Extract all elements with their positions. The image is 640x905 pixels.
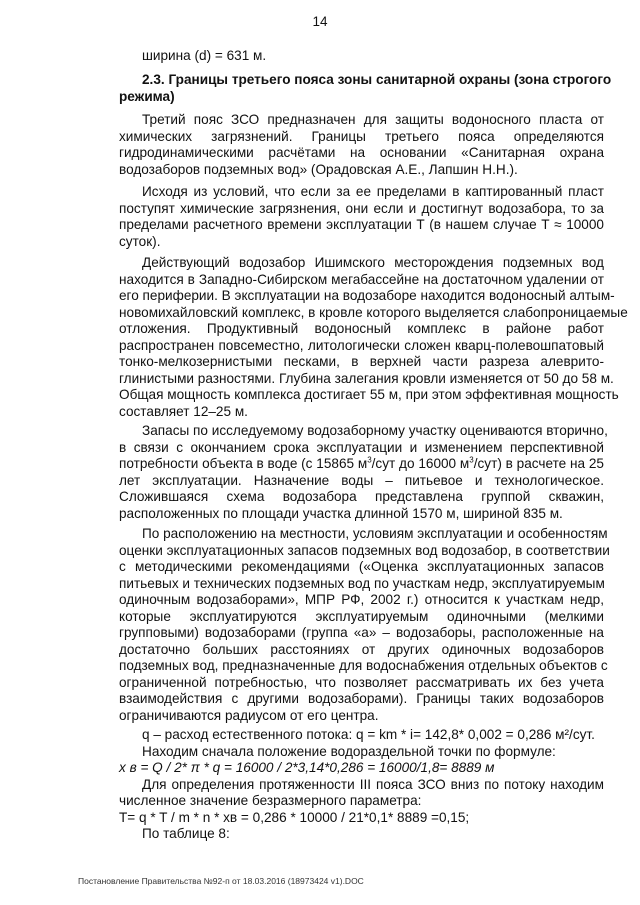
find-watershed-line: Находим сначала положение водораздельной точки по формуле: bbox=[142, 743, 556, 759]
paragraph-1: Третий пояс ЗСО предназначен для защиты водоносного пласта от химических загрязнений. Границы третьего пояса определяются гидродинамическими расчётами на основании «Санитарная охрана водозаборов подземных вод» (Орадовская А.Е., Лапшин Н.Н.). bbox=[119, 112, 604, 177]
calculation-block bbox=[119, 727, 604, 843]
paragraph-5: По расположению на местности, условиям эксплуатации и особенностям оценки эксплуатационных запасов подземных вод водозабор, в соответствии с методическими рекомендациями («Оценка эксплуатационных запасов питьевых и технических подземных вод по участкам недр, эксплуатируемым одиночным водозаборами», МПР РФ, 2002 г.) относится к участкам недр, которые эксплуатируются эксплуатируемым одиночными (мелкими групповыми) водозаборами (группа «а» – водозаборы, расположенные на достаточно больших расстояниях от других одиночных водозаборов подземных вод, предназначенные для водоснабжения отдельных объектов с ограниченной потребностью, что позволяет рассматривать их без учета взаимодействия с другими водозаборами). Границы таких водозаборов ограничиваются радиусом от его центра. bbox=[119, 526, 610, 723]
paragraph-3: Действующий водозабор Ишимского месторождения подземных вод находится в Западно-Сибирском мегабассейне на достаточном удалении от его периферии. В эксплуатации на водозаборе находится водоносный алтым- новомихайловский комплекс, в кровле которого выделяется слабопроницаемые отложения. Продуктивный водоносный комплекс в районе работ распространен повсеместно, литологически сложен кварц-полевошпатовый тонко-мелкозернистыми песками, в верхней части разреза алеврито- глинистыми разностями. Глубина залегания кровли изменяется от 50 до 58 м. Общая мощность комплекса достигает 55 м, при этом эффективная мощность составляет 12–25 м. bbox=[119, 255, 628, 419]
page-number: 14 bbox=[312, 14, 328, 29]
table-ref: По таблице 8: bbox=[142, 826, 230, 841]
q-formula: q – расход естественного потока: q = km * i= 142,8* 0,002 = 0,286 м²/сут. bbox=[142, 727, 595, 742]
section-heading: 2.3. Границы третьего пояса зоны санитарной охраны (зона строгого режима) bbox=[119, 72, 612, 104]
definition-line: Для определения протяженности III пояса ЗСО вниз по потоку находим bbox=[142, 776, 604, 792]
paragraph-2: Исходя из условий, что если за ее пределами в каптированный пласт поступят химические загрязнения, они если и достигнут водозабора, то за пределами расчетного времени эксплуатации Т (в нашем случае Т ≈ 10000 суток). bbox=[119, 184, 604, 249]
paragraph-4: Запасы по исследуемому водозаборному участку оцениваются вторично, в связи с окончанием срока эксплуатации и изменением перспективной потребности объекта в воде (с 15865 $м^3$/сут до 16000 $м^3/сут$) в расчете на 25 лет эксплуатации. Назначение воды – питьевое и технологическое. Сложившаяся схема водозабора представлена группой скважин, расположенных по площади участка длинной 1570 м, шириной 835 м. bbox=[119, 423, 608, 521]
width-line: ширина (d) = 631 м. bbox=[142, 48, 267, 63]
xv-formula: х в = Q / 2* π * q = 16000 / 2*3,14*0,286 = 16000/1,8= 8889 м bbox=[119, 760, 495, 775]
t-formula: T= q * T / m * n * xв = 0,286 * 10000 / 21*0,1* 8889 =0,15; bbox=[119, 809, 470, 825]
document-footer: Постановление Правительства №92-п от 18.03.2016 (18973424 v1).DOC bbox=[78, 876, 364, 886]
definition-line-2: численное значение безразмерного параметра: bbox=[119, 793, 422, 808]
